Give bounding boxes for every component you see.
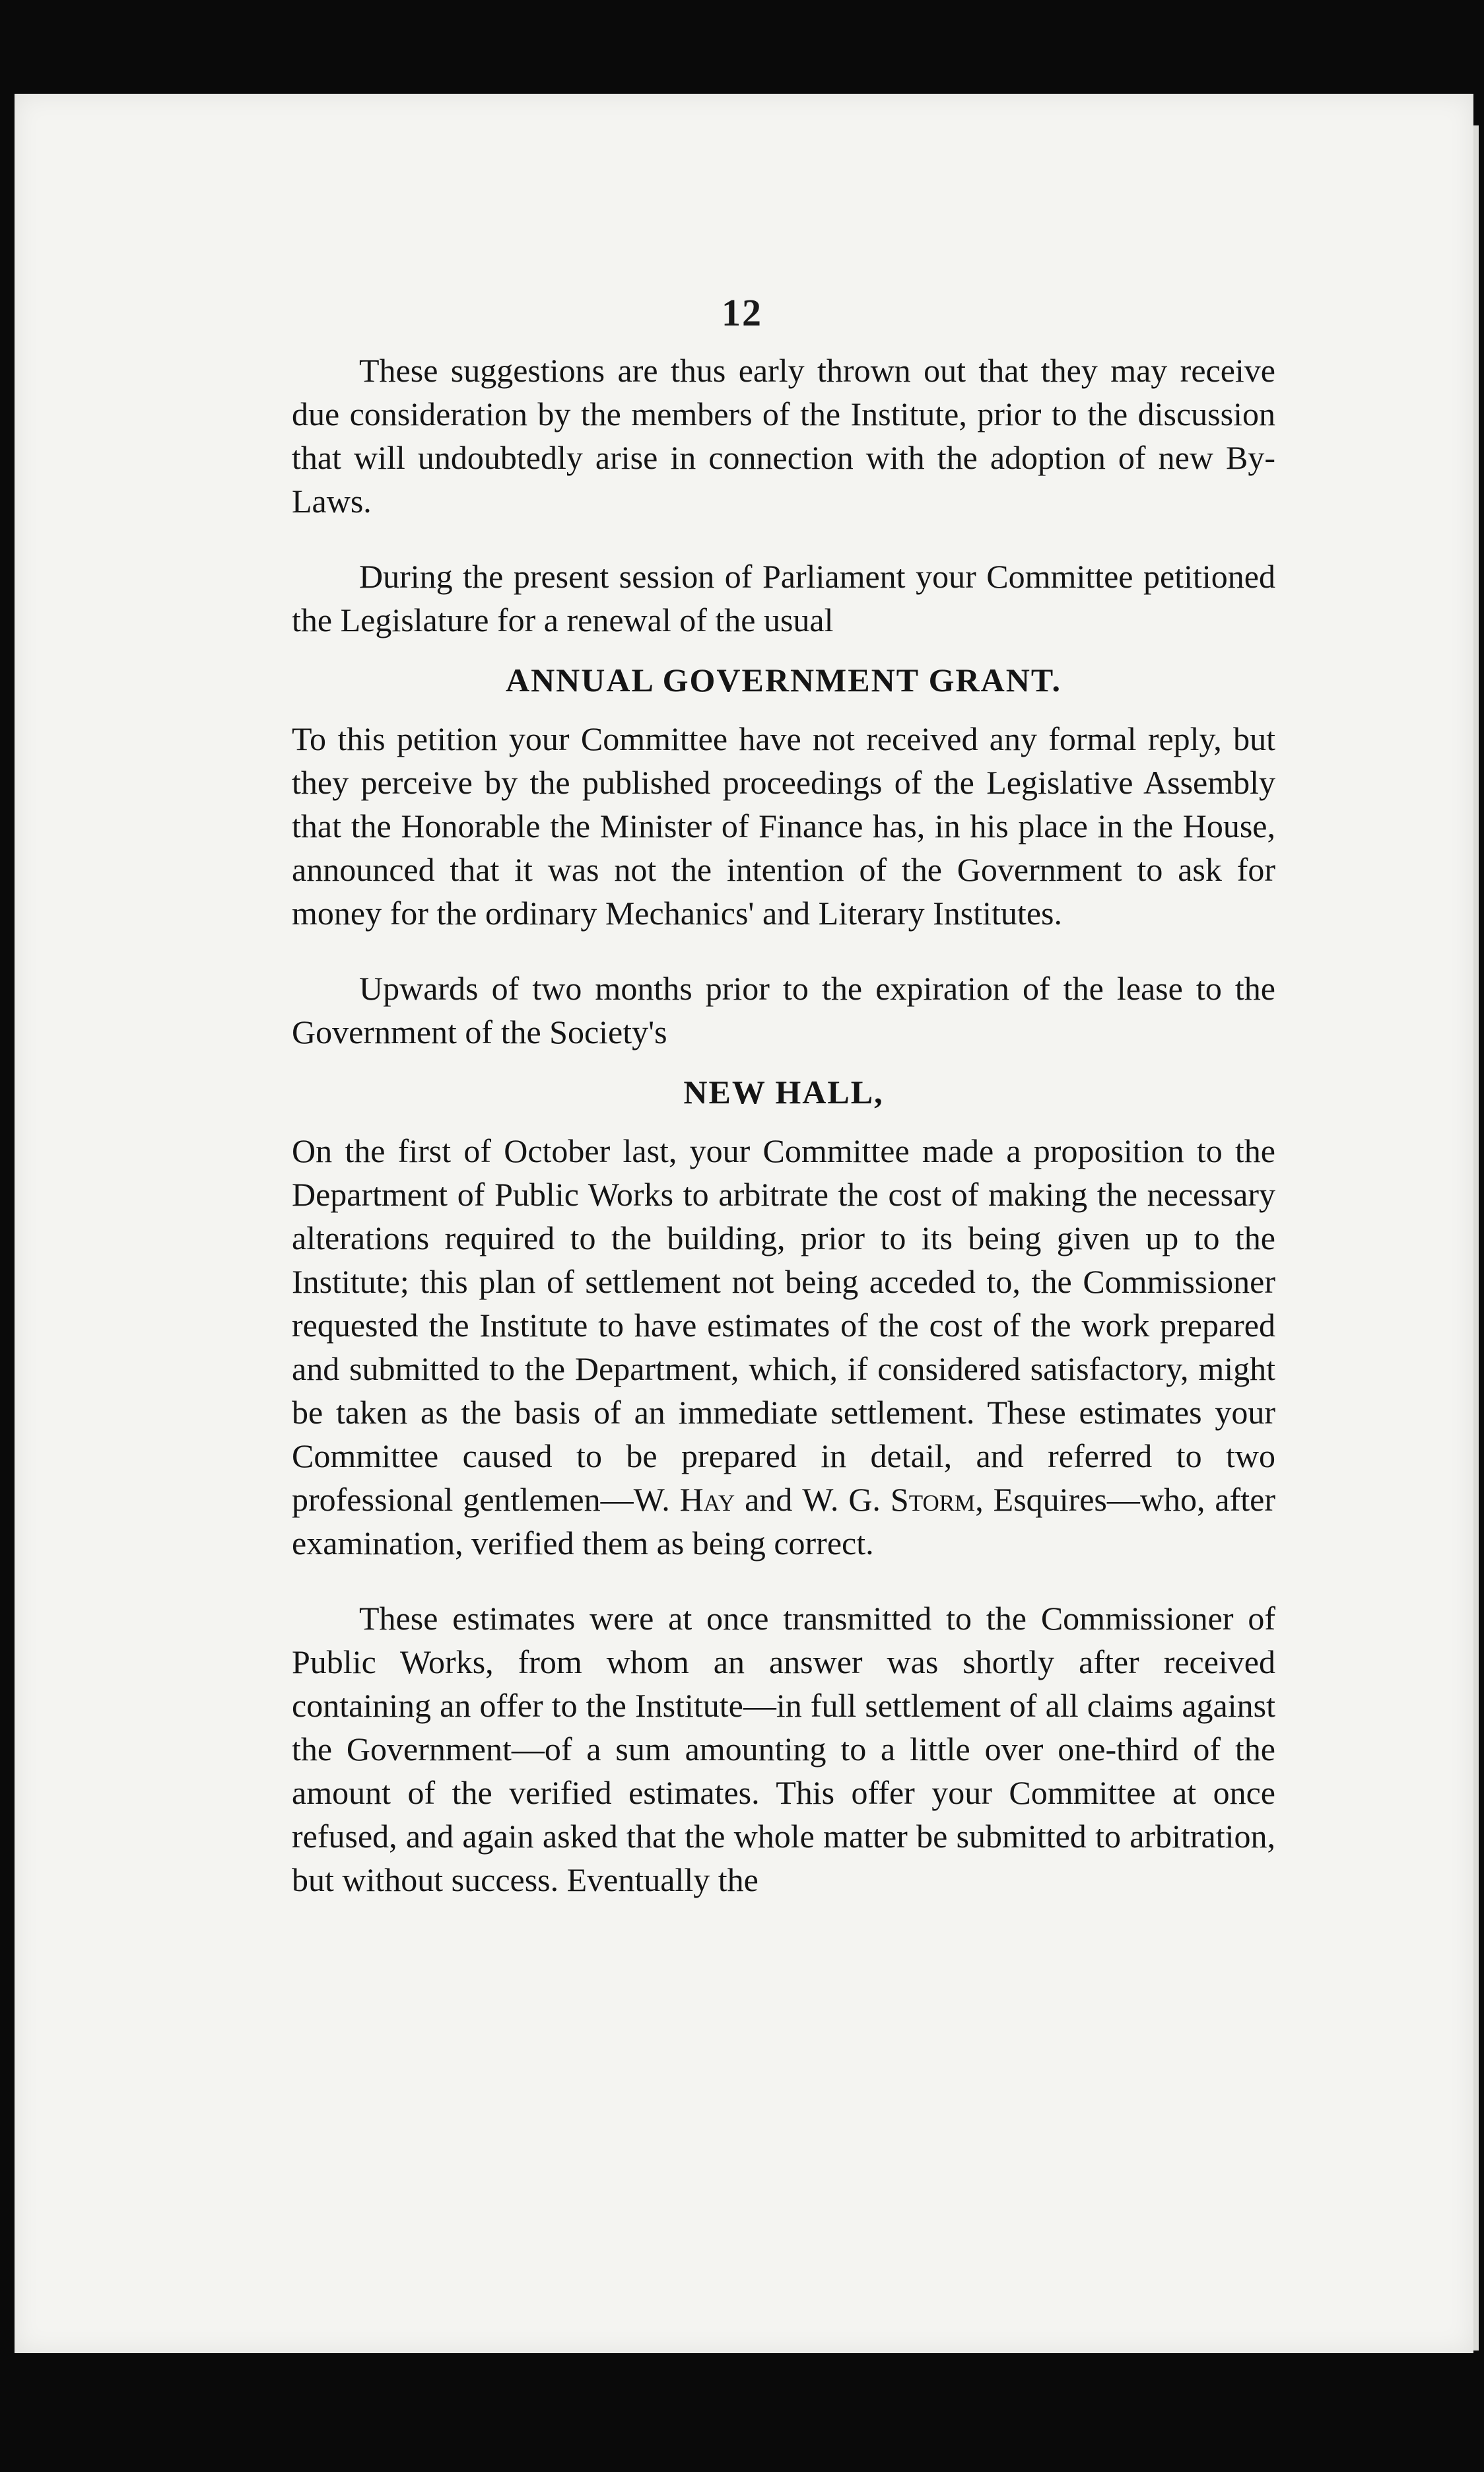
- page-edge: [1473, 125, 1479, 2351]
- paragraph-arbitration-proposal: [292, 1129, 1275, 1565]
- paragraph-parliament-session: During the present session of Parliament your Committee petitioned the Legislature for a renewal of the usual: [292, 558, 1275, 638]
- paragraph-suggestions: These suggestions are thus early thrown out that they may receive due consideration by the members of the Institute, prior to the discussion that will undoubtedly arise in connection with the adoption of new By-Laws.: [292, 352, 1275, 520]
- paragraph-estimates-transmitted: These estimates were at once transmitted to the Commissioner of Public Works, from whom an answer was shortly after received containing an offer to the Institute—in full settlement of all claims against the Government—of a sum amounting to a little over one-third of the amount of the verified estimates. This offer your Committee at once refused, and again asked that the whole matter be submitted to arbitration, but without success. Eventually the: [292, 1600, 1275, 1898]
- paragraph-text: On the first of October last, your Committee made a proposition to the Department of Public Works to arbitrate the cost of making the necessary alterations required to the building, prior to its being given up to the Institute; this plan of settlement not being acceded to, the Commissioner requested the Institute to have estimates of the cost of the work prepared and submitted to the Department, which, if considered satisfactory, might be taken as the basis of an immediate settlement. These estimates your Committee caused to be prepared in detail, and referred to two professional gentlemen—: [292, 1132, 1275, 1518]
- paragraph-petition-reply: To this petition your Committee have not received any formal reply, but they perceive by the published proceedings of the Legislative Assembly that the Honorable the Minister of Finance has, in his place in the House, announced that it was not the intention of the Government to ask for money for the ordinary Mechanics' and Literary Institutes.: [292, 720, 1275, 932]
- page-body: [292, 349, 1275, 1933]
- person-name-storm: W. G. Storm: [802, 1481, 976, 1518]
- person-name-hay: W. Hay: [633, 1481, 735, 1518]
- paragraph-text: , Esquires—who, after examination, verified them as being correct.: [292, 1481, 1275, 1562]
- paragraph-text: and: [735, 1481, 803, 1518]
- page-number: 12: [722, 291, 762, 334]
- heading-annual-government-grant: ANNUAL GOVERNMENT GRANT.: [505, 662, 1062, 699]
- heading-new-hall: NEW HALL,: [683, 1074, 884, 1111]
- paragraph-lease-expiration: Upwards of two months prior to the expiration of the lease to the Government of the Society's: [292, 970, 1275, 1050]
